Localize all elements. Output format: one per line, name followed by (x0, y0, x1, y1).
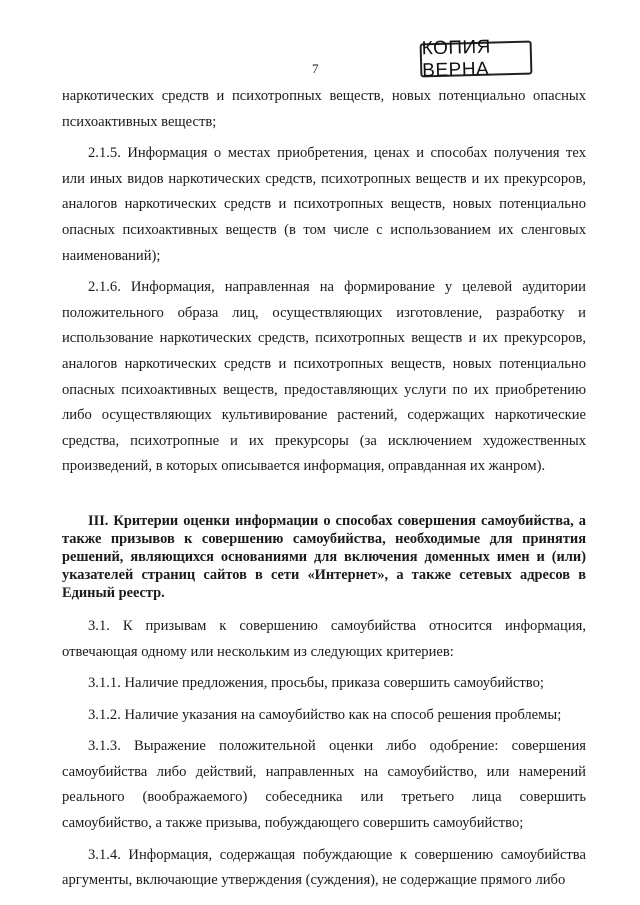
copy-certified-stamp: КОПИЯ ВЕРНА (420, 41, 533, 78)
paragraph-3-1-1: 3.1.1. Наличие предложения, просьбы, приказа совершить самоубийство; (88, 675, 544, 692)
document-body (62, 84, 586, 894)
paragraph-3-1-2: 3.1.2. Наличие указания на самоубийство как на способ решения проблемы; (88, 706, 562, 723)
paragraph-3-1-4: 3.1.4. Информация, содержащая побуждающие к совершению самоубийства аргументы, включающие утверждения (суждения), не содержащие прямого либо (62, 846, 586, 889)
paragraph-2-1-6: 2.1.6. Информация, направленная на формирование у целевой аудитории положительного образа лиц, осуществляющих изготовление, разработку и использование наркотических средств, психотропных веществ и их прекурсоров, аналогов наркотических средств и психотропных веществ, новых потенциально опасных психоактивных веществ, предоставляющих услуги по их приобретению либо осуществляющих культивирование растений, содержащих наркотические средства, психотропные и их прекурсоры (за исключением художественных произведений, в которых описывается информация, оправданная их жанром). (62, 279, 586, 475)
paragraph-continuation: наркотических средств и психотропных веществ, новых потенциально опасных психоактивных веществ; (62, 88, 586, 130)
section-heading: III. Критерии оценки информации о способах совершения самоубийства, а также призывов к совершению самоубийства, необходимые для принятия решений, являющихся основаниями для включения доменных имен и (или) указателей страниц сайтов в сети «Интернет», а также сетевых адресов в Единый реестр. (62, 512, 586, 601)
paragraph-3-1-3: 3.1.3. Выражение положительной оценки либо одобрение: совершения самоубийства либо действий, направленных на самоубийство, или намерений реального (воображаемого) собеседника или третьего лица совершить самоубийство, а также призыва, побуждающего совершить самоубийство; (62, 738, 586, 832)
paragraph-3-1: 3.1. К призывам к совершению самоубийства относится информация, отвечающая одному или нескольким из следующих критериев: (62, 617, 586, 660)
paragraph-2-1-5: 2.1.5. Информация о местах приобретения, ценах и способах получения тех или иных видов наркотических средств, психотропных веществ и их прекурсоров, аналогов наркотических средств и психотропных веществ, новых потенциально опасных психоактивных веществ (в том числе с использованием их сленговых наименований); (62, 145, 586, 264)
page-number: 7 (312, 61, 319, 76)
